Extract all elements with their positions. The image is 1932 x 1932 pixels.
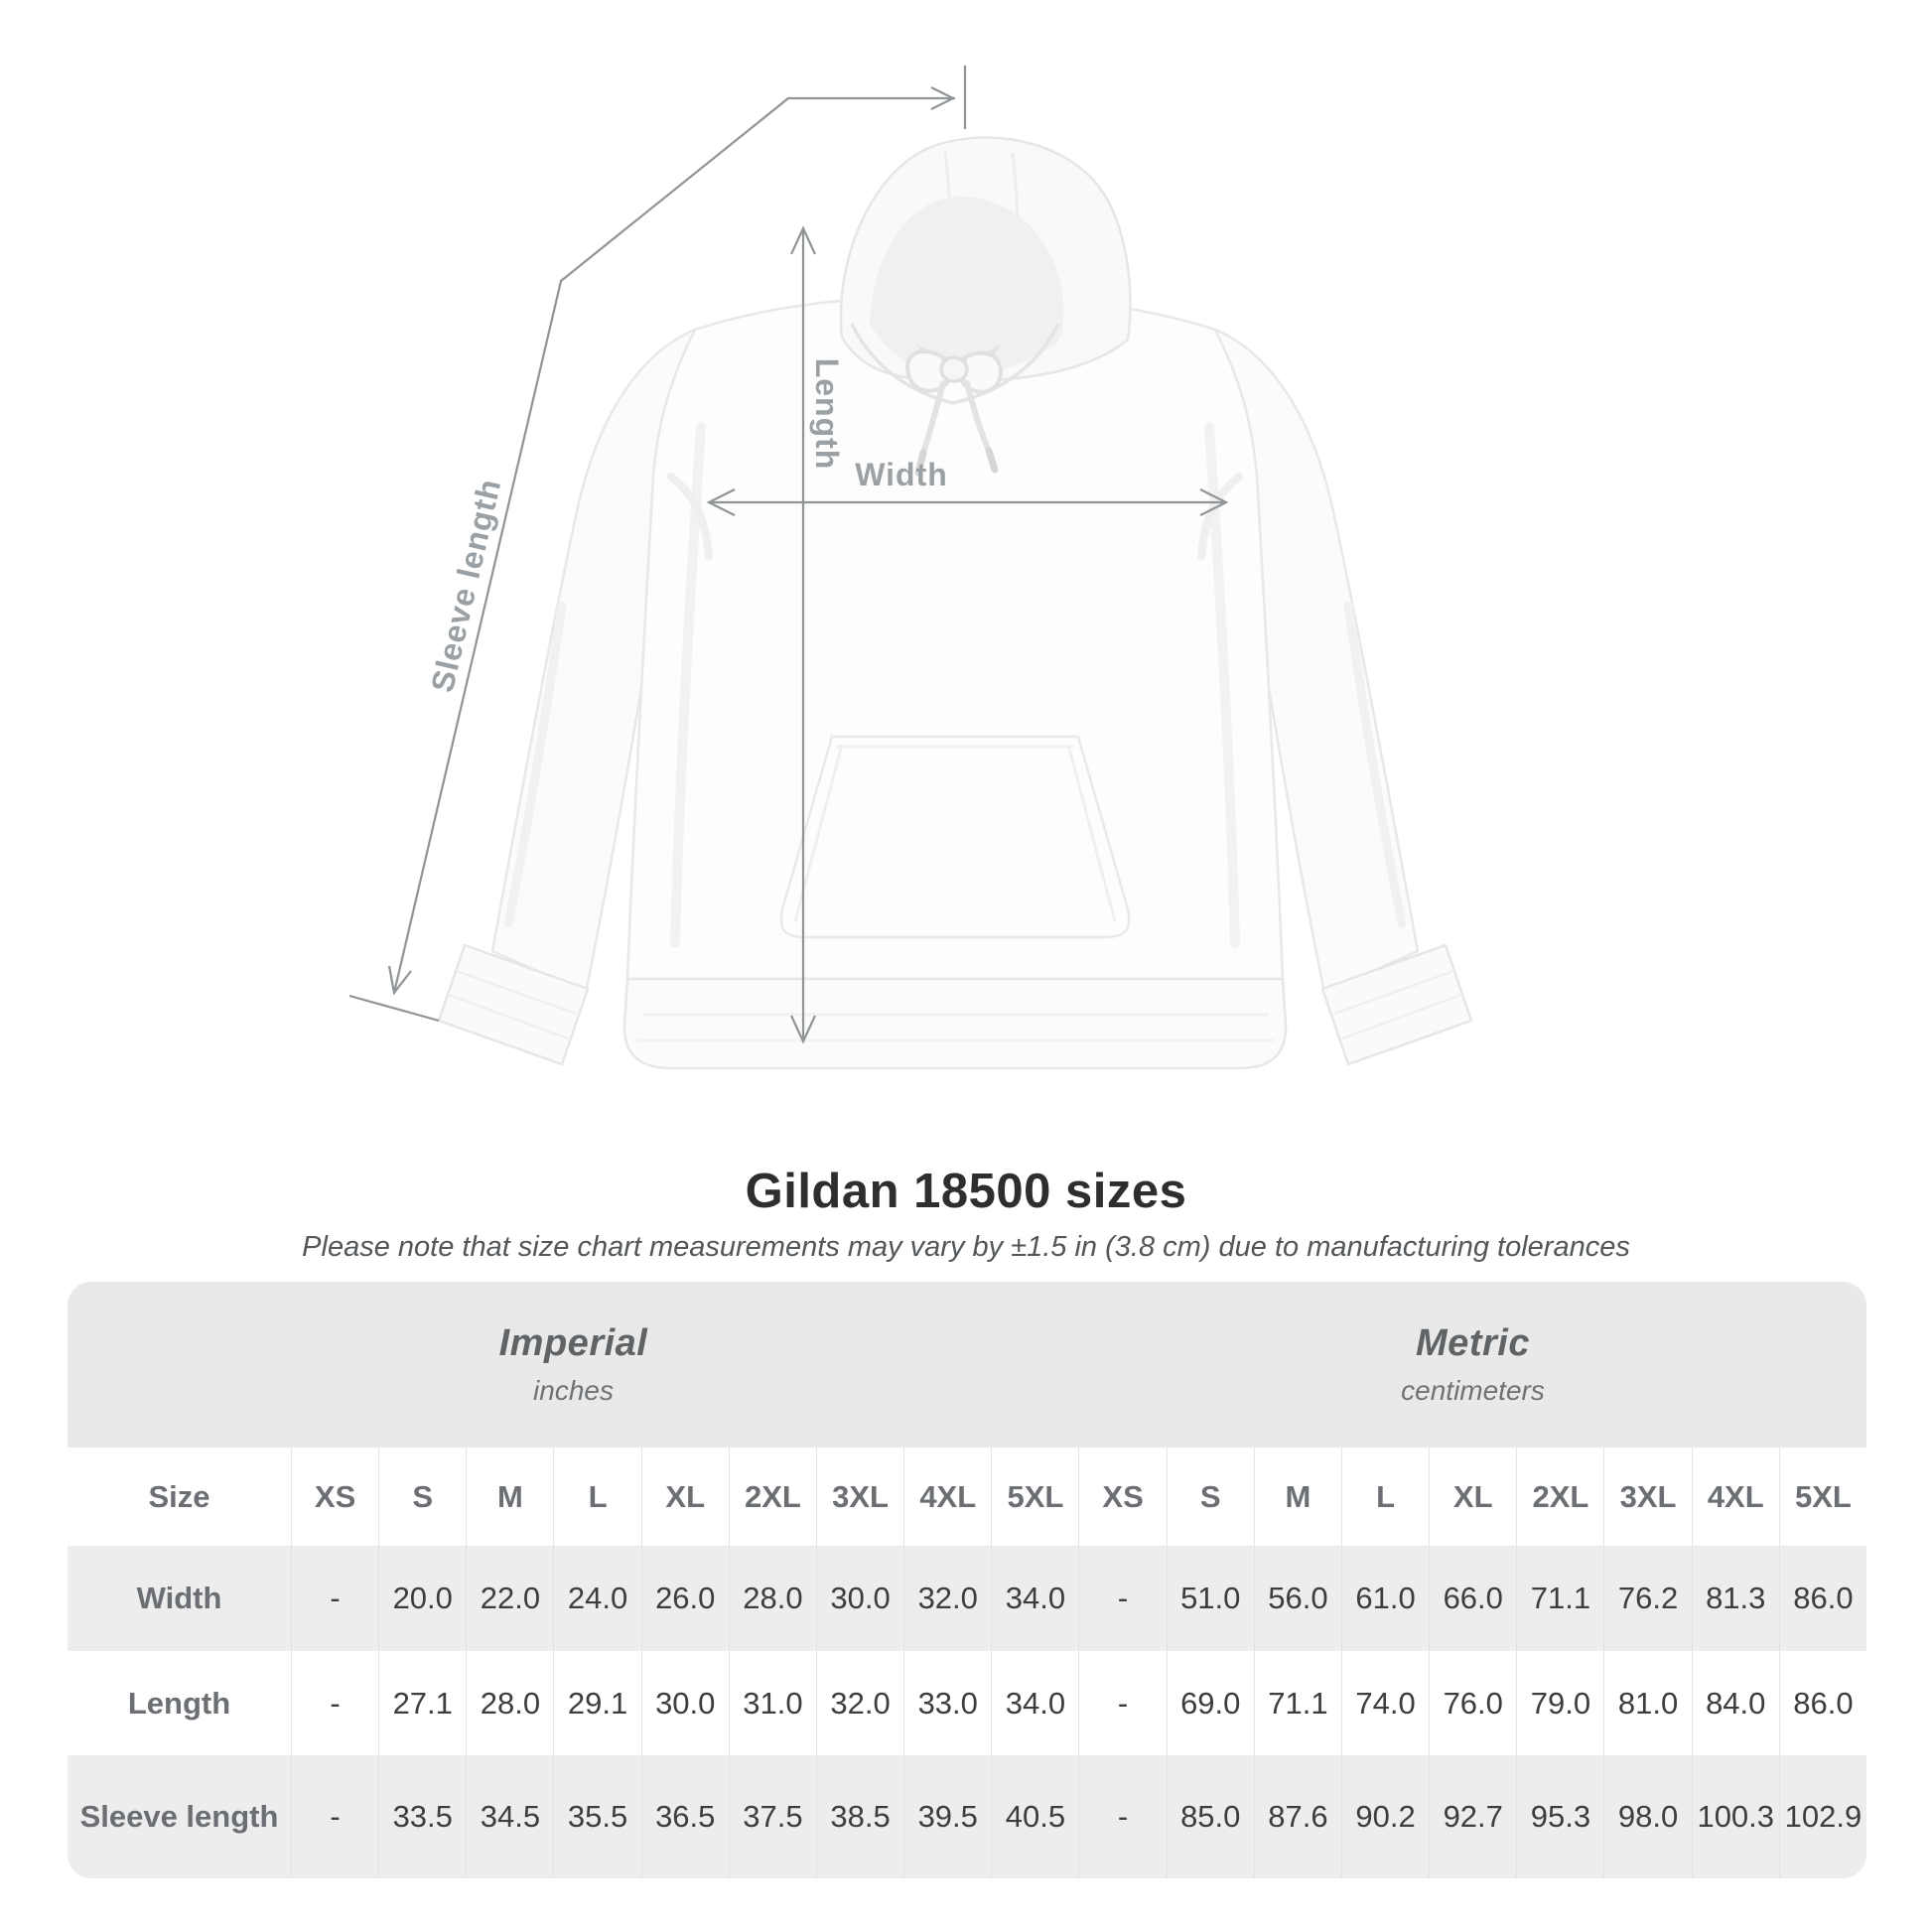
width-label: Width [855, 457, 948, 492]
size-col-imperial-4xl: 4XL [903, 1448, 991, 1546]
value-cell: 76.0 [1429, 1651, 1516, 1755]
size-col-metric-l: L [1341, 1448, 1429, 1546]
hem-band [624, 979, 1286, 1068]
size-col-imperial-s: S [378, 1448, 466, 1546]
length-label: Length [809, 357, 845, 471]
value-cell: 39.5 [903, 1755, 991, 1878]
value-cell: 20.0 [378, 1546, 466, 1651]
value-cell: - [1078, 1651, 1166, 1755]
value-cell: 28.0 [466, 1651, 553, 1755]
size-col-metric-s: S [1167, 1448, 1254, 1546]
value-cell: 84.0 [1692, 1651, 1779, 1755]
value-cell: - [291, 1651, 378, 1755]
value-cell: 98.0 [1603, 1755, 1691, 1878]
value-cell: 32.0 [816, 1651, 903, 1755]
value-cell: 71.1 [1254, 1651, 1341, 1755]
length-row [68, 1651, 1866, 1755]
value-cell: 34.5 [466, 1755, 553, 1878]
value-cell: 35.5 [553, 1755, 640, 1878]
metric-header [1079, 1282, 1866, 1448]
metric-units: centimeters [1401, 1375, 1545, 1406]
value-cell: 86.0 [1779, 1651, 1866, 1755]
value-cell: 26.0 [641, 1546, 729, 1651]
value-cell: 27.1 [378, 1651, 466, 1755]
value-cell: 87.6 [1254, 1755, 1341, 1878]
value-cell: 74.0 [1341, 1651, 1429, 1755]
row-label: Width [136, 1581, 222, 1615]
value-cell: 76.2 [1603, 1546, 1691, 1651]
value-cell: 36.5 [641, 1755, 729, 1878]
row-label: Length [127, 1685, 231, 1721]
size-col-imperial-m: M [466, 1448, 553, 1546]
value-cell: 34.0 [991, 1651, 1078, 1755]
sleeve-bottom-tick [349, 996, 439, 1021]
size-header-row [68, 1448, 1866, 1546]
value-cell: - [291, 1755, 378, 1878]
value-cell: 30.0 [641, 1651, 729, 1755]
value-cell: - [291, 1546, 378, 1651]
width-row [68, 1546, 1866, 1651]
size-col-imperial-xs: XS [291, 1448, 378, 1546]
value-cell: 40.5 [991, 1755, 1078, 1878]
value-cell: 33.5 [378, 1755, 466, 1878]
value-cell: 37.5 [729, 1755, 816, 1878]
unit-header-band [68, 1282, 1866, 1448]
size-col-metric-4xl: 4XL [1692, 1448, 1779, 1546]
size-col-metric-5xl: 5XL [1779, 1448, 1866, 1546]
row-label: Sleeve length [79, 1799, 279, 1834]
value-cell: 31.0 [729, 1651, 816, 1755]
size-col-imperial-3xl: 3XL [816, 1448, 903, 1546]
value-cell: 81.0 [1603, 1651, 1691, 1755]
value-cell: 86.0 [1779, 1546, 1866, 1651]
value-cell: 28.0 [729, 1546, 816, 1651]
value-cell: 79.0 [1516, 1651, 1603, 1755]
page-title: Gildan 18500 sizes [745, 1165, 1187, 1218]
value-cell: 66.0 [1429, 1546, 1516, 1651]
value-cell: 69.0 [1167, 1651, 1254, 1755]
value-cell: 29.1 [553, 1651, 640, 1755]
size-col-metric-xs: XS [1078, 1448, 1166, 1546]
imperial-header [68, 1282, 1079, 1448]
value-cell: 32.0 [903, 1546, 991, 1651]
value-cell: - [1078, 1755, 1166, 1878]
value-cell: 61.0 [1341, 1546, 1429, 1651]
value-cell: 30.0 [816, 1546, 903, 1651]
value-cell: - [1078, 1546, 1166, 1651]
value-cell: 51.0 [1167, 1546, 1254, 1651]
value-cell: 92.7 [1429, 1755, 1516, 1878]
hoodie-illustration [439, 137, 1471, 1068]
kangaroo-pocket [781, 737, 1129, 937]
size-col-imperial-xl: XL [641, 1448, 729, 1546]
value-cell: 102.9 [1779, 1755, 1866, 1878]
size-col-imperial-2xl: 2XL [729, 1448, 816, 1546]
size-col-imperial-5xl: 5XL [991, 1448, 1078, 1546]
value-cell: 34.0 [991, 1546, 1078, 1651]
sleeve-length-row [68, 1755, 1866, 1878]
size-col-metric-2xl: 2XL [1516, 1448, 1603, 1546]
metric-label: Metric [1416, 1322, 1530, 1364]
value-cell: 71.1 [1516, 1546, 1603, 1651]
value-cell: 95.3 [1516, 1755, 1603, 1878]
value-cell: 85.0 [1167, 1755, 1254, 1878]
imperial-units: inches [533, 1375, 614, 1406]
tolerance-note: Please note that size chart measurements may vary by ±1.5 in (3.8 cm) due to manufacturing tolerances [302, 1231, 1630, 1263]
size-col-metric-m: M [1254, 1448, 1341, 1546]
size-col-metric-xl: XL [1429, 1448, 1516, 1546]
size-table [68, 1282, 1866, 1878]
value-cell: 56.0 [1254, 1546, 1341, 1651]
sleeve-length-label: Sleeve length [424, 475, 508, 696]
size-col-metric-3xl: 3XL [1603, 1448, 1691, 1546]
value-cell: 33.0 [903, 1651, 991, 1755]
value-cell: 38.5 [816, 1755, 903, 1878]
size-column-header: Size [148, 1478, 210, 1514]
imperial-label: Imperial [498, 1322, 648, 1364]
value-cell: 24.0 [553, 1546, 640, 1651]
value-cell: 90.2 [1341, 1755, 1429, 1878]
value-cell: 81.3 [1692, 1546, 1779, 1651]
size-col-imperial-l: L [553, 1448, 640, 1546]
value-cell: 22.0 [466, 1546, 553, 1651]
value-cell: 100.3 [1692, 1755, 1779, 1878]
